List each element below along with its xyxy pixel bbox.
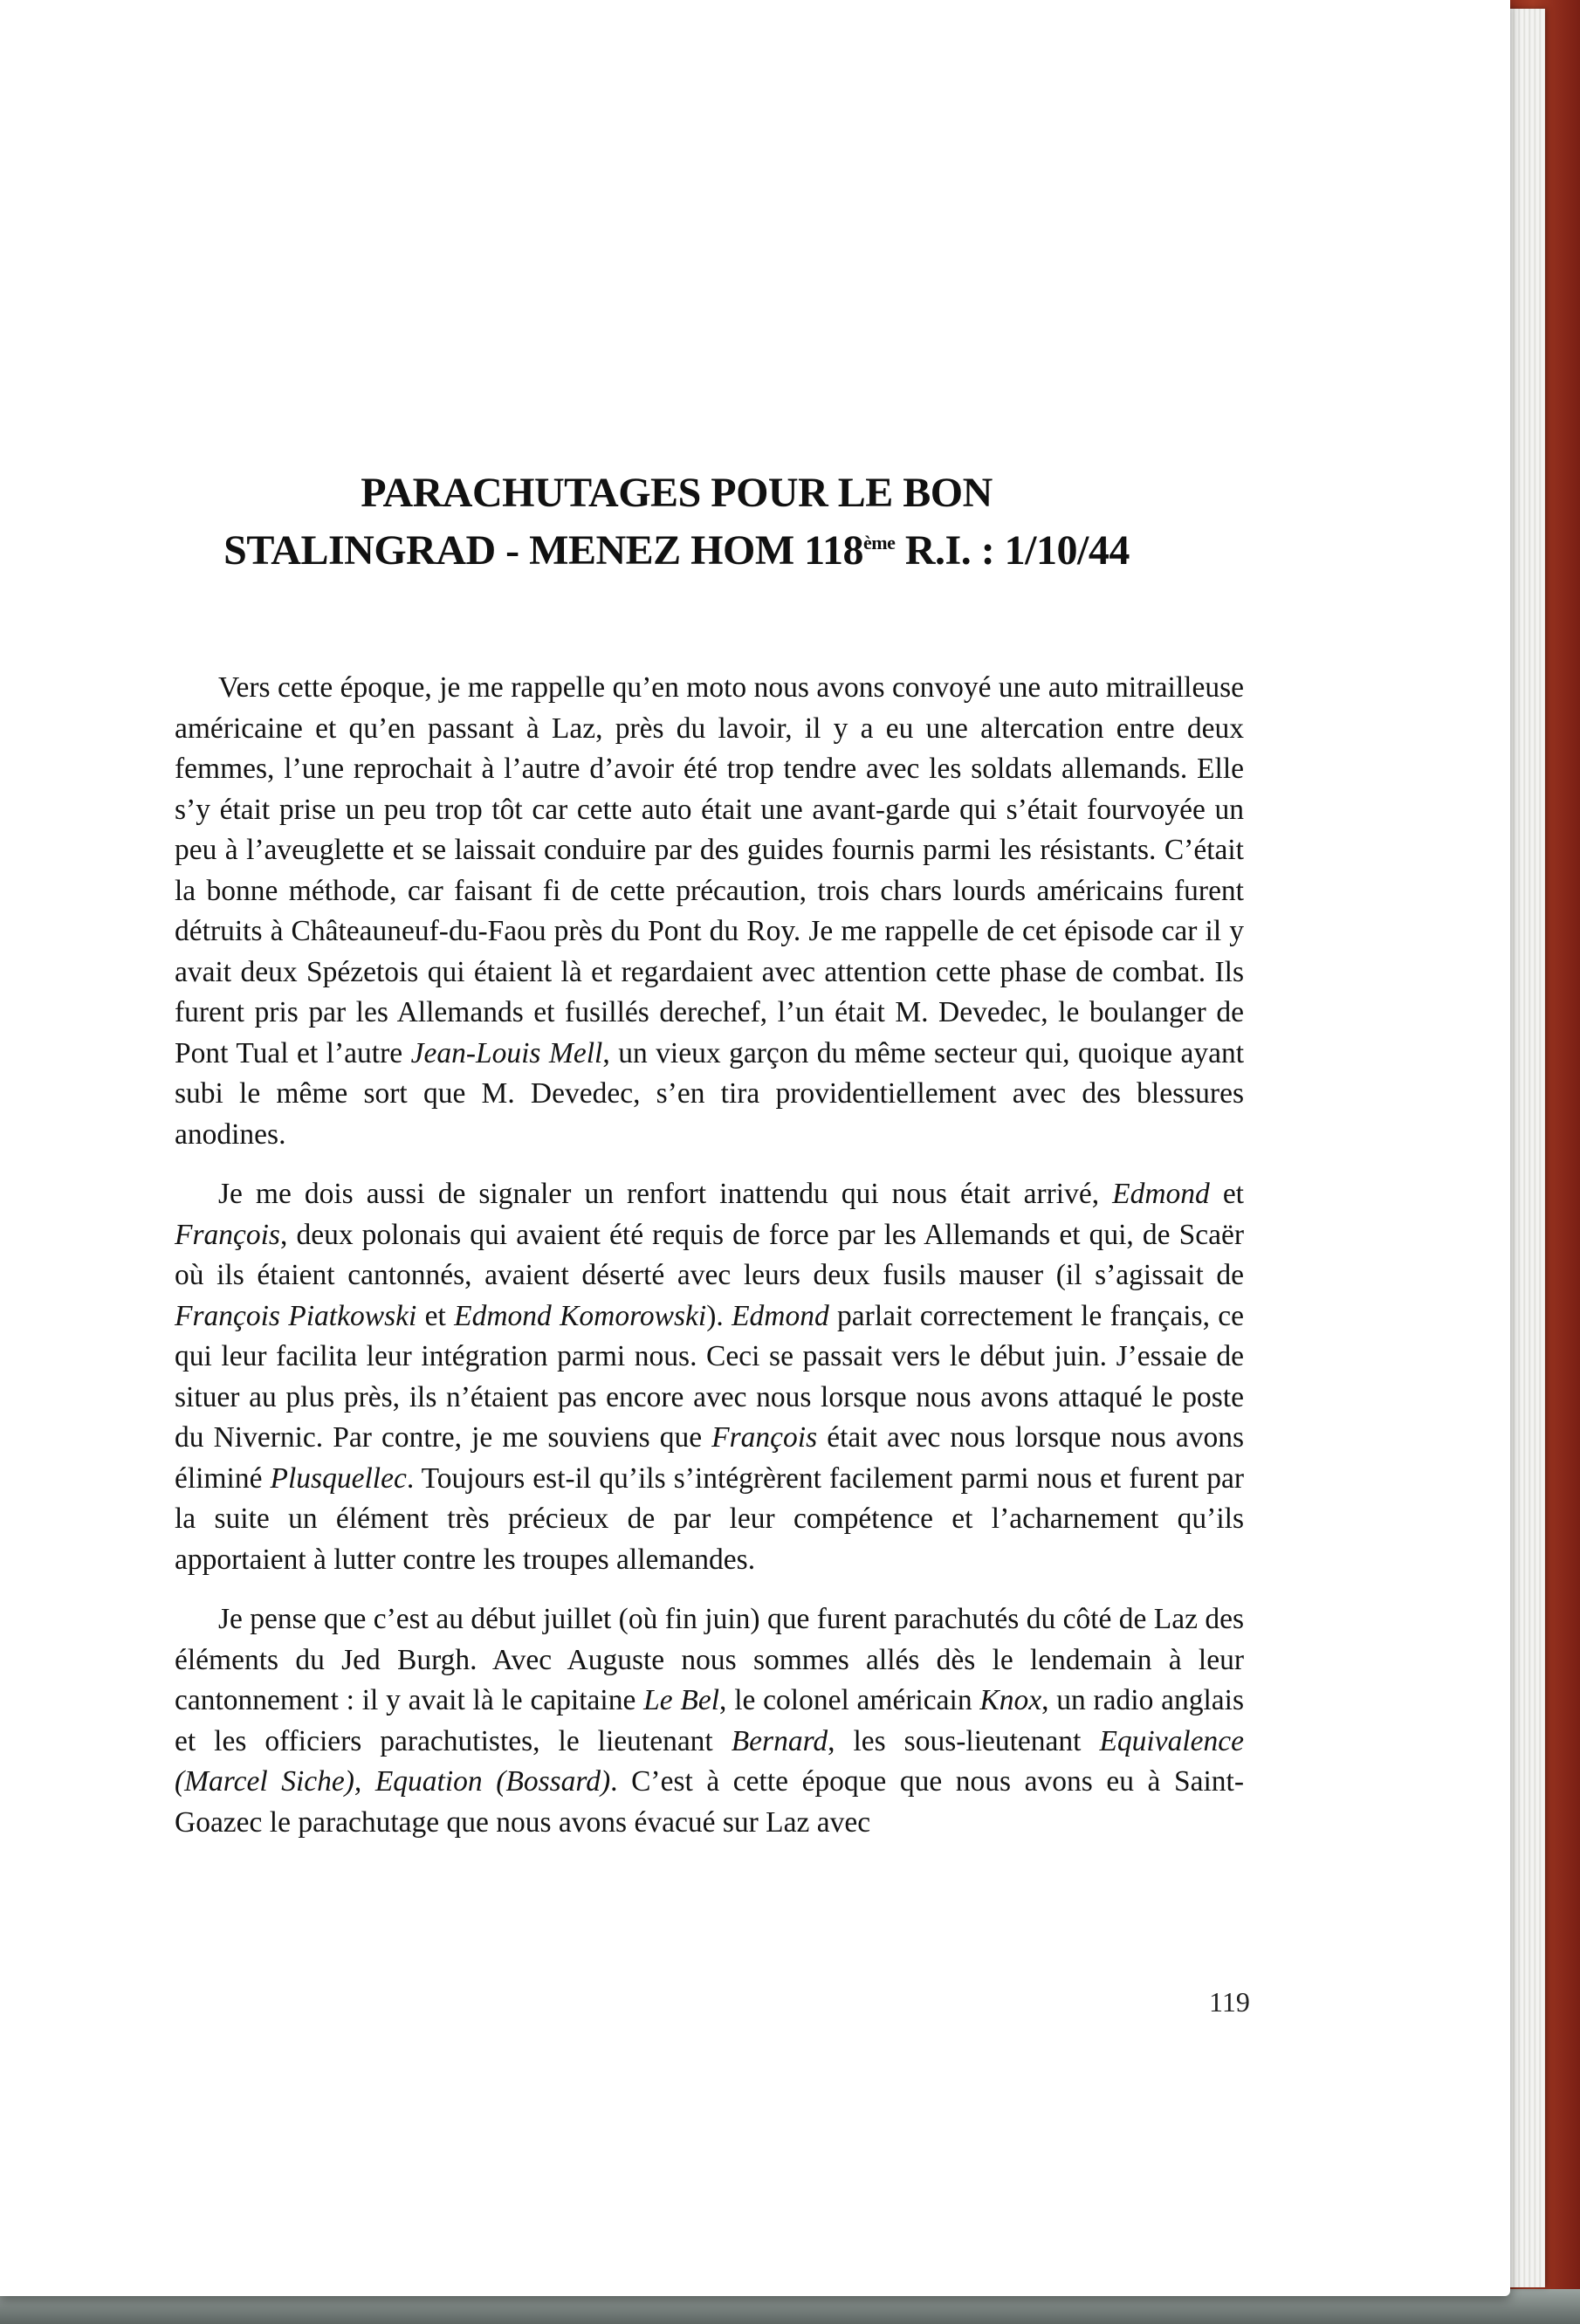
chapter-title-line-2-prefix: STALINGRAD - MENEZ HOM 118 bbox=[223, 527, 863, 574]
paragraph bbox=[175, 1174, 1244, 1580]
text-run: parlait correctement le français, ce qui leur facilita leur intégration parmi nous. Ceci se passait vers le début juin. J’essaie de situer au plus près, ils n’étaient pas encore avec nous lorsque nous avons attaqué le poste du Nivernic. Par contre, je me souviens que bbox=[175, 1299, 1245, 1454]
page-number: 119 bbox=[1209, 1986, 1250, 2018]
chapter-title bbox=[175, 464, 1178, 580]
italic-name: Edmond bbox=[1112, 1178, 1210, 1210]
body-text bbox=[175, 668, 1244, 1862]
text-run: Je me dois aussi de signaler un renfort inattendu qui nous était arrivé, bbox=[218, 1178, 1113, 1210]
chapter-title-line-1: PARACHUTAGES POUR LE BON bbox=[361, 470, 993, 517]
paragraph bbox=[175, 668, 1244, 1155]
text-run: était avec nous lorsque nous avons éliminé bbox=[175, 1421, 1244, 1495]
italic-name: Le Bel bbox=[643, 1684, 720, 1716]
text-run: , les sous-lieutenant bbox=[828, 1724, 1100, 1757]
paragraph bbox=[175, 1599, 1244, 1843]
italic-name: Plusquellec bbox=[270, 1461, 407, 1495]
text-run: , un radio anglais et les officiers parachutistes, le lieutenant bbox=[175, 1684, 1244, 1757]
italic-name: Equivalence (Marcel Siche), Equation (Bossard) bbox=[175, 1724, 1245, 1798]
text-run: . C’est à cette époque que nous avons eu à Saint-Goazec le parachutage que nous avons évacué sur Laz avec bbox=[175, 1765, 1244, 1839]
text-run: et bbox=[416, 1299, 455, 1332]
chapter-title-line-2-suffix: R.I. : 1/10/44 bbox=[895, 527, 1130, 574]
chapter-title-superscript: ème bbox=[862, 532, 896, 554]
text-run: , le colonel américain bbox=[719, 1684, 980, 1716]
italic-name: François bbox=[175, 1218, 280, 1251]
italic-name: François bbox=[711, 1421, 818, 1454]
text-run: et bbox=[1209, 1178, 1244, 1210]
italic-name: Bernard bbox=[731, 1724, 828, 1757]
italic-name: Jean-Louis Mell bbox=[410, 1036, 603, 1069]
italic-name: Knox bbox=[979, 1684, 1042, 1716]
chapter-title-line-2 bbox=[175, 522, 1178, 580]
italic-name: Edmond bbox=[732, 1299, 829, 1332]
text-run: Je pense que c’est au début juillet (où fin juin) que furent parachutés du côté de Laz des éléments du Jed Burgh. Avec Auguste nous sommes allés dès le lendemain à leur cantonnement : il y avait là le capitaine bbox=[175, 1603, 1244, 1716]
text-run: Vers cette époque, je me rappelle qu’en moto nous avons convoyé une auto mitrailleuse américaine et qu’en passant à Laz, près du lavoir, il y a eu une altercation entre deux femmes, l’une reprochait à l’autre d’avoir été trop tendre avec les soldats allemands. Elle s’y était prise un peu trop tôt car cette auto était une avant-garde qui s’était fourvoyée un peu à l’aveuglette et se laissait conduire par des guides fournis parmi les résistants. C’était la bonne méthode, car faisant fi de cette précaution, trois chars lourds américains furent détruits à Châteauneuf-du-Faou près du Pont du Roy. Je me rappelle de cet épisode car il y avait deux Spézetois qui étaient là et regardaient avec attention cette phase de combat. Ils furent pris par les Allemands et fusillés derechef, l’un était M. Devedec, le boulanger de Pont Tual et l’autre bbox=[175, 671, 1244, 1069]
text-run: , deux polonais qui avaient été requis de force par les Allemands et qui, de Scaër où ils étaient cantonnés, avaient déserté avec leurs deux fusils mauser (il s’agissait de bbox=[175, 1218, 1244, 1291]
text-run: , un vieux garçon du même secteur qui, quoique ayant subi le même sort que M. Devedec, s’en tira providentiellement avec des blessures anodines. bbox=[175, 1036, 1244, 1151]
text-run: ). bbox=[706, 1299, 732, 1332]
italic-name: François Piatkowski bbox=[175, 1299, 417, 1332]
text-run: . Toujours est-il qu’ils s’intégrèrent facilement parmi nous et furent par la suite un élément très précieux de par leur compétence et l’acharnement qu’ils apportaient à lutter contre les troupes allemandes. bbox=[175, 1461, 1245, 1576]
italic-name: Edmond Komorowski bbox=[454, 1299, 707, 1332]
